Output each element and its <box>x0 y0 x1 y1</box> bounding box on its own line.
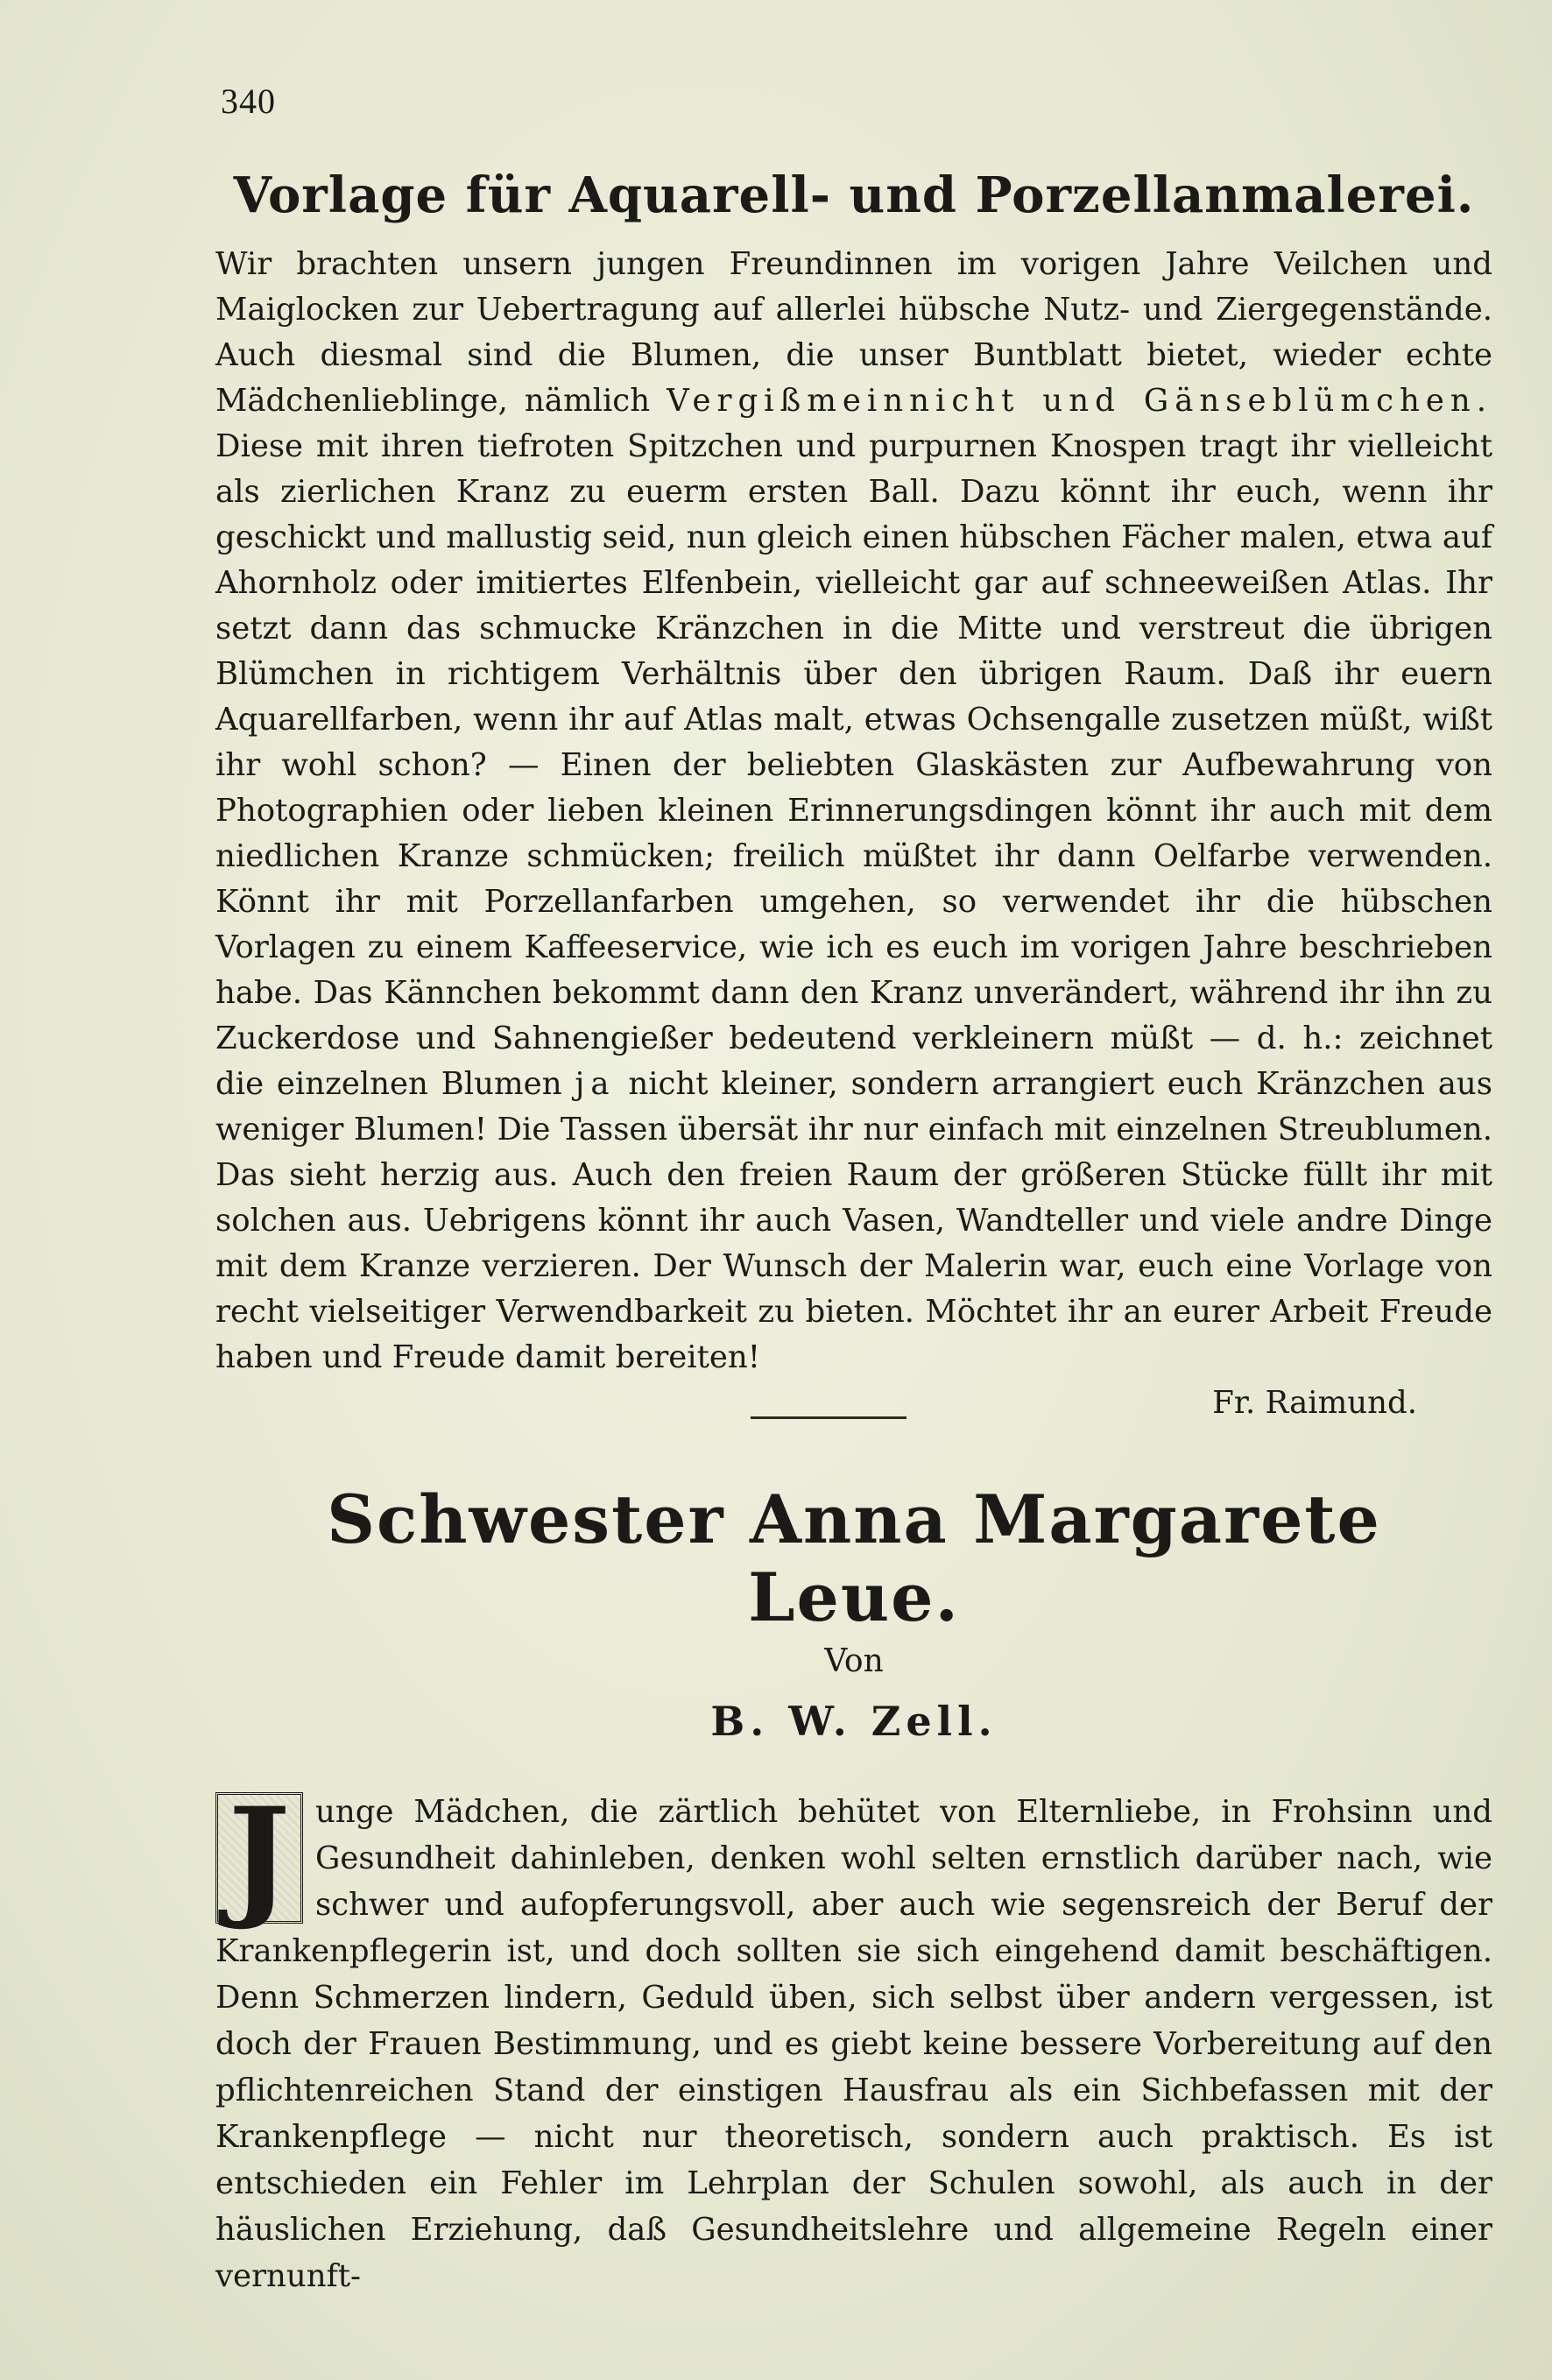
article-body <box>215 242 1492 1381</box>
article-schwester <box>215 1480 1492 2299</box>
article-title: Schwester Anna Margarete Leue. <box>327 1480 1381 1636</box>
body-text: unge Mädchen, die zärtlich behütet von Elternliebe, in Frohsinn und Gesundheit dahinleben, denken wohl selten ernstlich darüber nach, wie schwer und aufopferungsvoll, aber auch wie segensreich der Beruf der Krankenpflegerin ist, und doch sollten sie sich eingehend damit beschäftigen. Denn Schmerzen lindern, Geduld üben, sich selbst über andern vergessen, ist doch der Frauen Bestimmung, und es giebt keine bessere Vorbereitung auf den pflichtenreichen Stand der einstigen Hausfrau als ein Sichbefassen mit der Krankenpflege — nicht nur theoretisch, sondern auch praktisch. Es ist entschieden ein Fehler im Lehrplan der Schulen sowohl, als auch in der häuslichen Erziehung, daß Gesundheitslehre und allgemeine Regeln einer vernunft- <box>215 1794 1492 2294</box>
author-signature: Fr. Raimund. <box>1212 1385 1417 1421</box>
article-aquarell <box>215 166 1492 1426</box>
body-text-part: Diese mit ihren tiefroten Spitzchen und purpurnen Knospen tragt ihr vielleicht als zierlichen Kranz zu euerm ersten Ball. Dazu könnt ihr euch, wenn ihr geschickt und mallustig seid, nun gleich einen hübschen Fächer malen, etwa auf Ahornholz oder imitiertes Elfenbein, vielleicht gar auf schneeweißen Atlas. Ihr setzt dann das schmucke Kränzchen in die Mitte und verstreut die übrigen Blümchen in richtigem Verhältnis über den übrigen Raum. Daß ihr euern Aquarellfarben, wenn ihr auf Atlas malt, etwas Ochsengalle zusetzen müßt, wißt ihr wohl schon? — Einen der beliebten Glaskästen zur Aufbewahrung von Photographien oder lieben kleinen Erinnerungsdingen könnt ihr auch mit dem niedlichen Kranze schmücken; freilich müßtet ihr dann Oelfarbe verwenden. Könnt ihr mit Porzellanfarben umgehen, so verwendet ihr die hübschen Vorlagen zu einem Kaffeeservice, wie ich es euch im vorigen Jahre beschrieben habe. Das Kännchen bekommt dann den Kranz unverändert, während ihr ihn zu Zuckerdose und Sahnengießer bedeutend verkleinern müßt — d. h.: zeichnet die einzelnen Blumen <box>215 428 1492 1102</box>
section-divider <box>751 1416 907 1419</box>
article-title: Vorlage für Aquarell- und Porzellanmalerei. <box>233 166 1475 224</box>
byline-author: B. W. Zell. <box>710 1698 998 1745</box>
emphasized-word: ja <box>575 1066 616 1102</box>
byline-prefix: Von <box>824 1643 884 1679</box>
article-body <box>215 1779 1492 2299</box>
drop-cap: J <box>215 1792 303 1924</box>
page-number: 340 <box>221 81 276 121</box>
body-text-part: nicht kleiner, sondern arrangiert euch Kränzchen aus weniger Blumen! Die Tassen übersät ihr nur einfach mit einzelnen Streublumen. Das sieht herzig aus. Auch den freien Raum der größeren Stücke füllt ihr mit solchen aus. Uebrigens könnt ihr auch Vasen, Wandteller und viele andre Dinge mit dem Kranze verzieren. Der Wunsch der Malerin war, euch eine Vorlage von recht vielseitiger Verwendbarkeit zu bieten. Möchtet ihr an eurer Arbeit Freude haben und Freude damit bereiten! <box>215 1066 1492 1375</box>
emphasized-flower-names: Vergißmeinnicht und Gänseblümchen. <box>667 383 1492 419</box>
body-text-part: Wir brachten unsern jungen Freundinnen im vorigen Jahre Veilchen und Maiglocken zur Uebertragung auf allerlei hübsche Nutz- und Ziergegenstände. Auch diesmal sind die Blumen, die unser Buntblatt bietet, wieder echte Mädchenlieblinge, nämlich <box>215 246 1492 419</box>
